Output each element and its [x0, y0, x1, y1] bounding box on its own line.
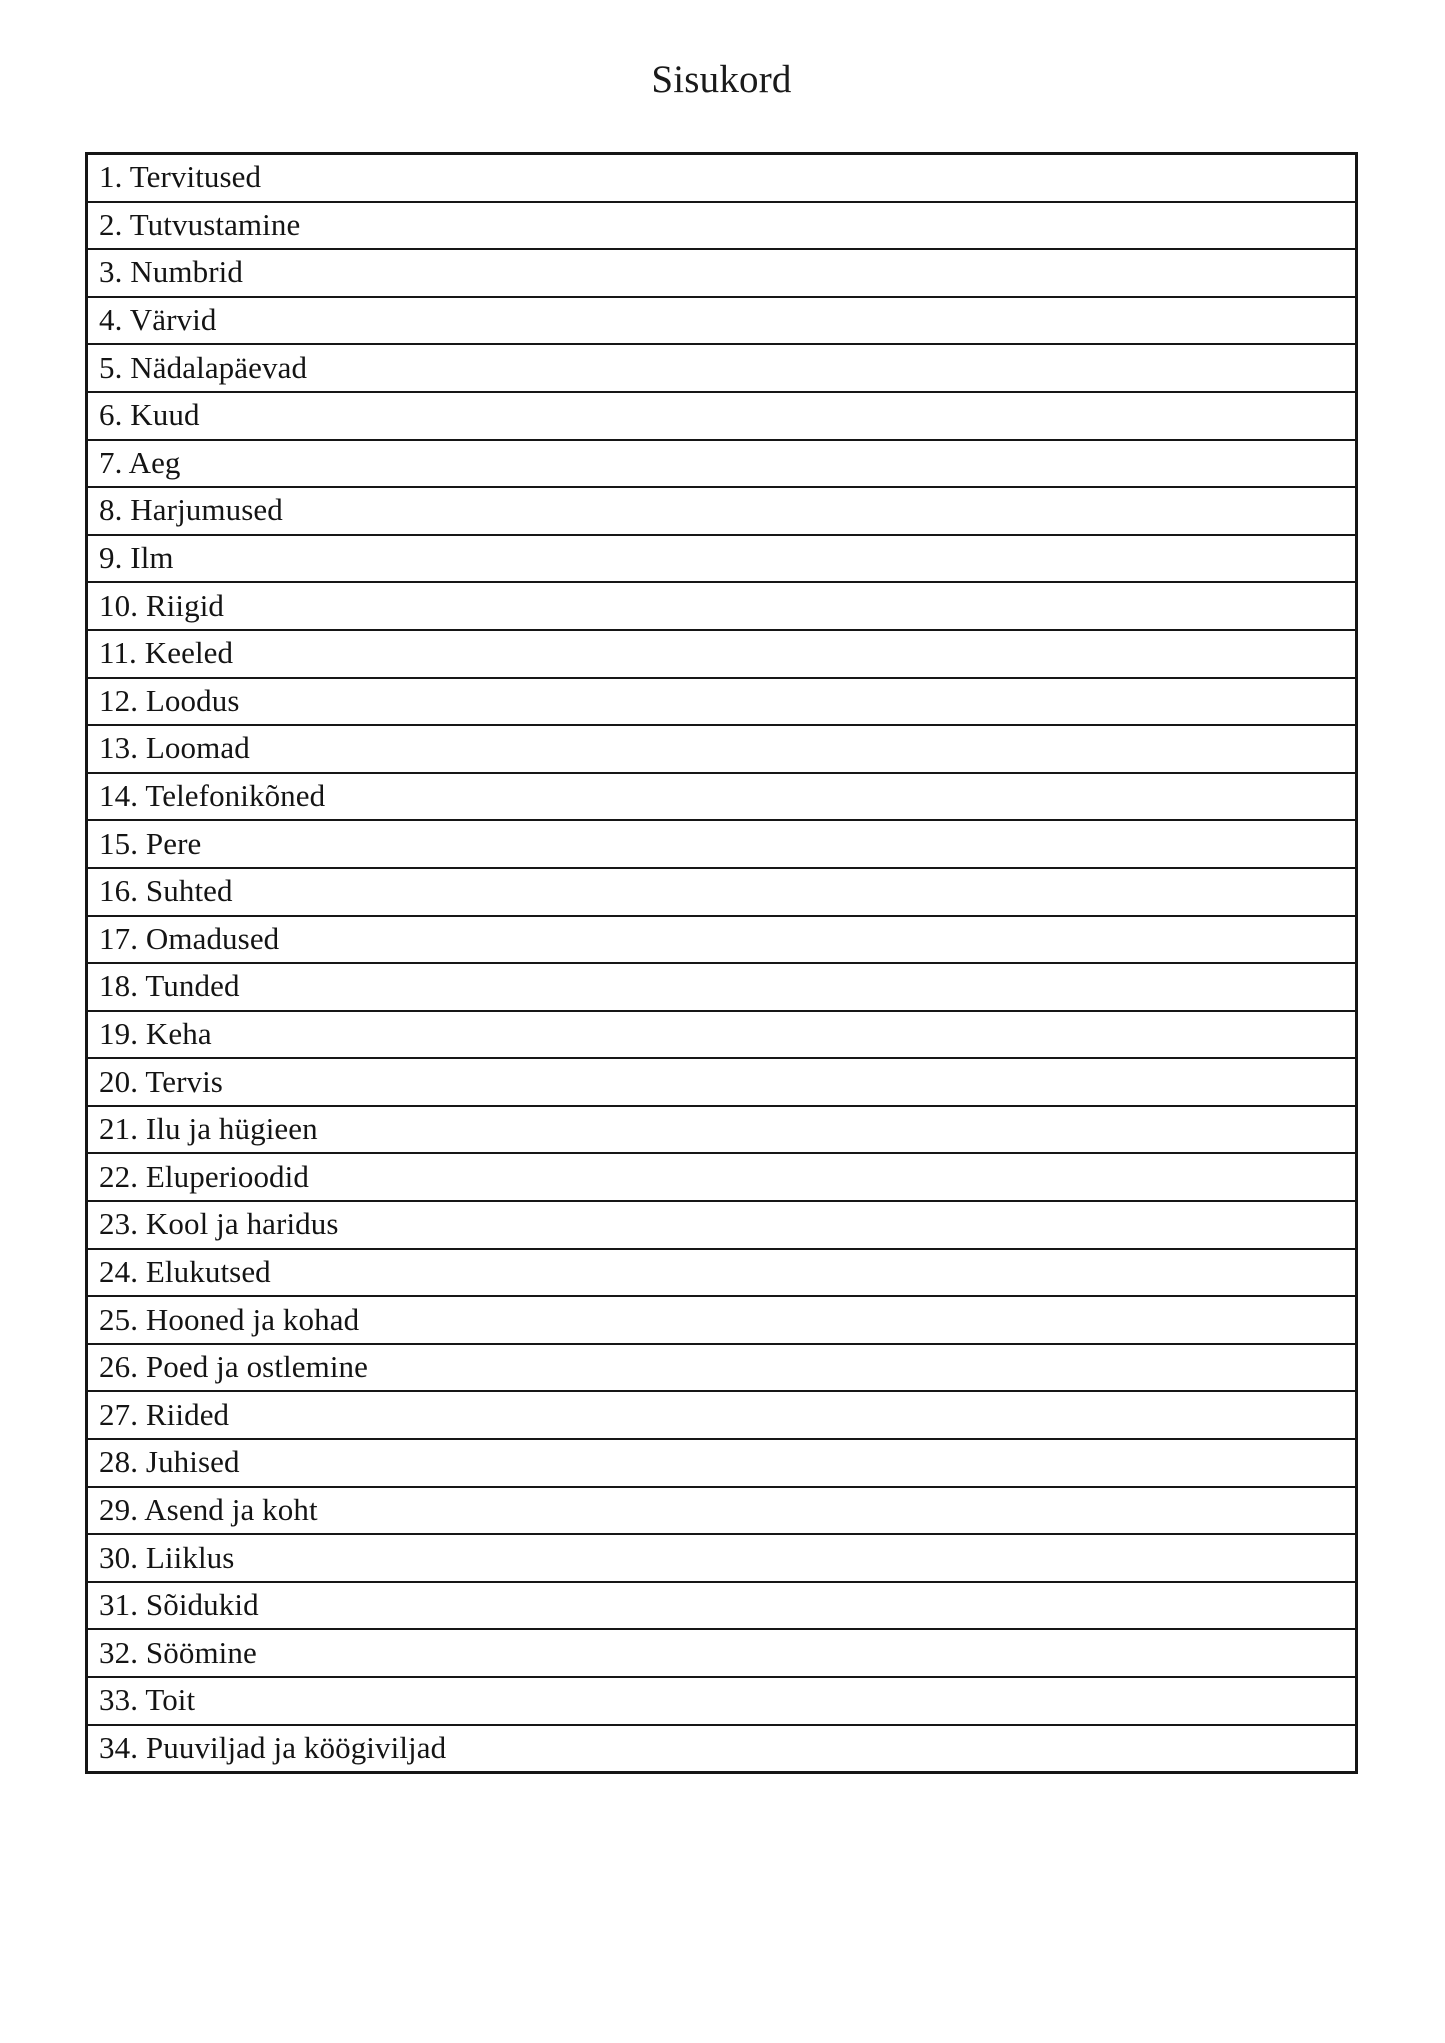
toc-item-label: 28. Juhised — [99, 1444, 240, 1480]
toc-row — [88, 915, 1355, 963]
page-title: Sisukord — [651, 58, 792, 101]
toc-table — [85, 152, 1358, 1774]
toc-row — [88, 1533, 1355, 1581]
toc-item-label: 6. Kuud — [99, 397, 200, 433]
toc-item-label: 17. Omadused — [99, 920, 280, 956]
toc-item-label: 11. Keeled — [99, 635, 234, 671]
toc-item-label: 7. Aeg — [99, 444, 181, 480]
toc-item-label: 12. Loodus — [99, 682, 240, 718]
toc-row — [88, 1105, 1355, 1153]
toc-item-label: 25. Hooned ja kohad — [99, 1301, 360, 1337]
toc-row — [88, 296, 1355, 344]
toc-row — [88, 439, 1355, 487]
toc-row — [88, 1057, 1355, 1105]
toc-item-label: 2. Tutvustamine — [99, 206, 301, 242]
toc-item-label: 18. Tunded — [99, 968, 240, 1004]
toc-row — [88, 486, 1355, 534]
toc-item-label: 31. Sõidukid — [99, 1587, 259, 1623]
toc-row — [88, 201, 1355, 249]
toc-row — [88, 581, 1355, 629]
toc-item-label: 5. Nädalapäevad — [99, 349, 308, 385]
toc-row — [88, 1010, 1355, 1058]
toc-item-label: 13. Loomad — [99, 730, 250, 766]
toc-row — [88, 391, 1355, 439]
toc-row — [88, 1581, 1355, 1629]
toc-item-label: 19. Keha — [99, 1015, 212, 1051]
toc-item-label: 23. Kool ja haridus — [99, 1206, 339, 1242]
toc-row — [88, 1200, 1355, 1248]
toc-item-label: 8. Harjumused — [99, 492, 283, 528]
toc-item-label: 10. Riigid — [99, 587, 225, 623]
toc-row — [88, 962, 1355, 1010]
toc-row — [88, 1438, 1355, 1486]
toc-row — [88, 1343, 1355, 1391]
toc-row — [88, 1486, 1355, 1534]
toc-item-label: 20. Tervis — [99, 1063, 223, 1099]
toc-item-label: 16. Suhted — [99, 873, 233, 909]
toc-item-label: 32. Söömine — [99, 1634, 257, 1670]
toc-row — [88, 629, 1355, 677]
toc-item-label: 24. Elukutsed — [99, 1253, 271, 1289]
toc-item-label: 1. Tervitused — [99, 159, 262, 195]
toc-item-label: 14. Telefonikõned — [99, 778, 326, 814]
toc-row — [88, 248, 1355, 296]
toc-item-label: 3. Numbrid — [99, 254, 243, 290]
toc-row — [88, 1676, 1355, 1724]
toc-item-label: 26. Poed ja ostlemine — [99, 1349, 369, 1385]
toc-item-label: 15. Pere — [99, 825, 202, 861]
toc-row — [88, 1152, 1355, 1200]
toc-item-label: 4. Värvid — [99, 302, 217, 338]
toc-row — [88, 677, 1355, 725]
toc-row — [88, 1390, 1355, 1438]
toc-row — [88, 1724, 1355, 1772]
toc-item-label: 33. Toit — [99, 1682, 196, 1718]
toc-item-label: 27. Riided — [99, 1396, 230, 1432]
toc-item-label: 9. Ilm — [99, 540, 174, 576]
toc-row — [88, 867, 1355, 915]
toc-item-label: 22. Eluperioodid — [99, 1158, 309, 1194]
toc-item-label: 29. Asend ja koht — [99, 1491, 318, 1527]
toc-row — [88, 343, 1355, 391]
toc-row — [88, 534, 1355, 582]
toc-item-label: 34. Puuviljad ja köögiviljad — [99, 1729, 447, 1765]
toc-row — [88, 819, 1355, 867]
toc-row — [88, 724, 1355, 772]
toc-row — [88, 1295, 1355, 1343]
toc-row — [88, 772, 1355, 820]
toc-item-label: 21. Ilu ja hügieen — [99, 1111, 318, 1147]
toc-row — [88, 1628, 1355, 1676]
toc-row — [88, 155, 1355, 201]
toc-item-label: 30. Liiklus — [99, 1539, 235, 1575]
toc-row — [88, 1248, 1355, 1296]
